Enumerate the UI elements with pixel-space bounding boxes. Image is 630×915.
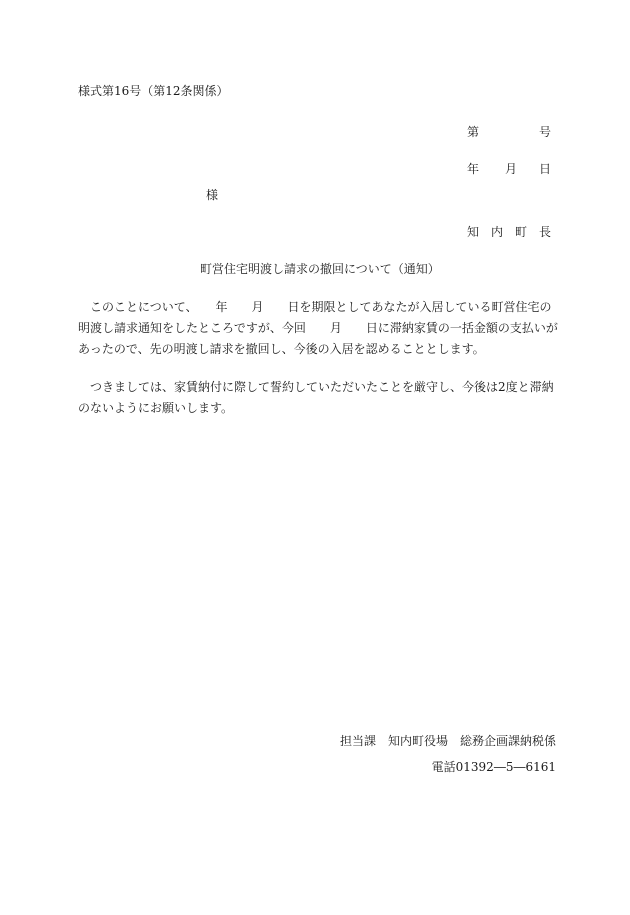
contact-department: 担当課 知内町役場 総務企画課納税係	[339, 734, 556, 748]
body-line: 明渡し請求通知をしたところですが、今回 月 日に滞納家賃の一括金額の支払いが	[78, 321, 558, 335]
document-title: 町営住宅明渡し請求の撤回について（通知）	[200, 262, 440, 276]
form-number: 様式第16号（第12条関係）	[78, 84, 229, 98]
sender-char: 知	[467, 225, 480, 239]
body-line: つきましては、家賃納付に際して誓約していただいたことを厳守し、今後は2度と滞納	[78, 380, 554, 394]
body-paragraph-2	[78, 377, 556, 419]
body-paragraph-1	[78, 297, 556, 360]
date-year-label: 年	[467, 162, 480, 176]
sender-char: 長	[539, 225, 552, 239]
date-day-label: 日	[539, 162, 552, 176]
document-number-prefix: 第	[467, 125, 480, 139]
contact-phone: 電話01392―5―6161	[431, 760, 556, 774]
date-month-label: 月	[505, 162, 518, 176]
body-line: のないようにお願いします。	[78, 401, 234, 415]
sender-char: 内	[491, 225, 504, 239]
body-line: このことについて、 年 月 日を期限としてあなたが入居している町営住宅の	[78, 300, 552, 314]
document-number-suffix: 号	[539, 125, 552, 139]
addressee-honorific: 様	[206, 188, 219, 202]
sender-char: 町	[515, 225, 528, 239]
body-line: あったので、先の明渡し請求を撤回し、今後の入居を認めることとします。	[78, 342, 485, 356]
